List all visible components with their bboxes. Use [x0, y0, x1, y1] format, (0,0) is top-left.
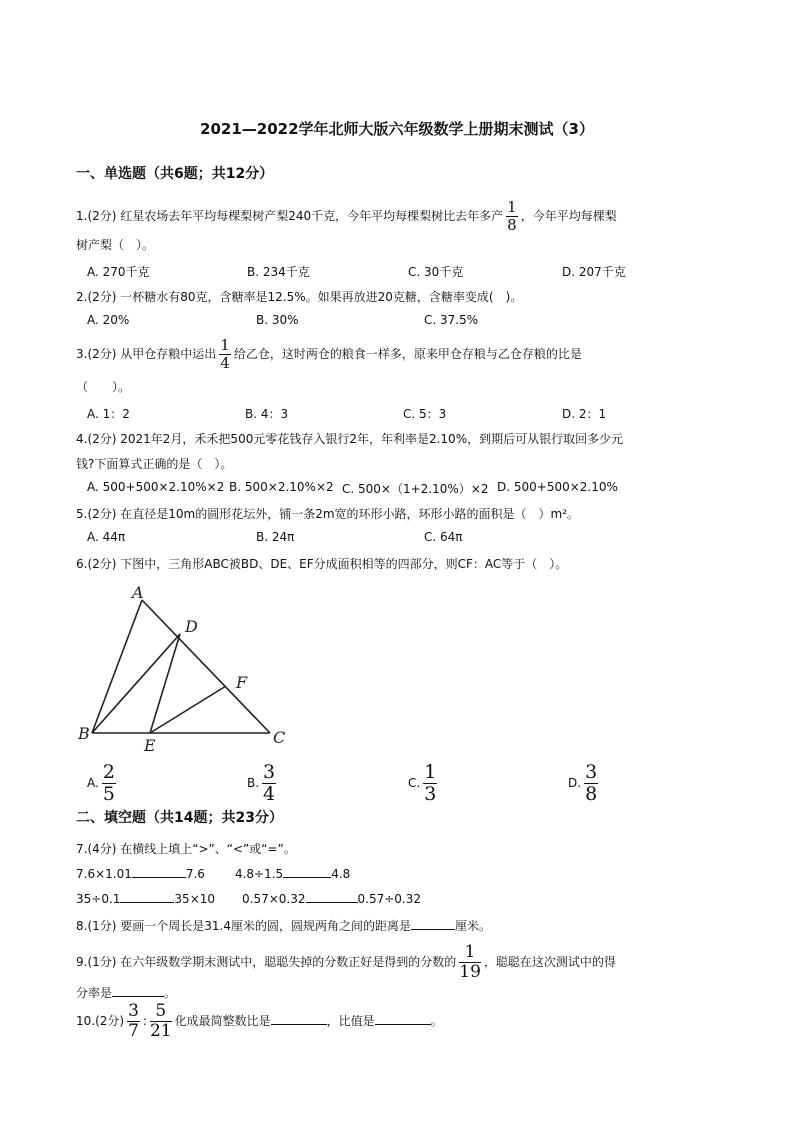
answer-blank[interactable] [271, 1013, 327, 1025]
question-9-line2: 分率是 。 [76, 986, 177, 1000]
fraction-three-sevenths: $\frac{3}{7}$ [128, 1001, 139, 1041]
q6-option-b[interactable]: B. $\frac{3}{4}$ [247, 761, 276, 805]
label-f: F [236, 673, 248, 692]
answer-blank[interactable] [120, 891, 174, 903]
question-7-row1: 7.6×1.01 7.6 4.8÷1.5 4.8 [76, 867, 351, 881]
question-2: 2.(2分) 一杯糖水有80克，含糖率是12.5%。如果再放进20克糖，含糖率变成( )。 [76, 290, 523, 304]
question-6: 6.(2分) 下图中，三角形ABC被BD、DE、EF分成面积相等的四部分，则CF：AC等于（ ）。 [76, 557, 568, 571]
q5-option-c[interactable]: C. 64π [424, 530, 463, 544]
segment-ac [142, 600, 270, 733]
q1-option-c[interactable]: C. 30千克 [408, 265, 464, 279]
fraction-one-nineteenth: $\frac{1}{19}$ [459, 942, 481, 982]
label-c: C [273, 728, 286, 747]
question-3 [76, 338, 582, 371]
question-3-text-cont: 给乙仓，这时两仓的粮食一样多，原来甲仓存粮与乙仓存粮的比是 [233, 347, 582, 361]
label-e: E [144, 736, 156, 755]
fraction-one-fourth: $\frac{1}{4}$ [220, 336, 230, 372]
q2-option-c[interactable]: C. 37.5% [424, 313, 479, 327]
fraction-one-third: $\frac{1}{3}$ [424, 761, 437, 805]
question-7: 7.(4分) 在横线上填上“>”、“<”或“=”。 [76, 842, 296, 856]
q3-option-a[interactable]: A. 1：2 [87, 407, 130, 421]
triangle-lines [92, 600, 270, 733]
question-4-line2: 钱?下面算式正确的是（ ）。 [76, 457, 233, 471]
section-heading-single-choice: 一、单选题（共6题；共12分） [76, 166, 274, 182]
question-5: 5.(2分) 在直径是10m的圆形花坛外，铺一条2m宽的环形小路，环形小路的面积是（ ）m²。 [76, 507, 580, 521]
answer-blank[interactable] [112, 985, 164, 997]
question-9: 9.(1分) 在六年级数学期末测试中，聪聪失掉的分数正好是得到的分数的 $\frac{1}{19}$ ，聪聪在这次测试中的得 [76, 942, 616, 982]
answer-blank[interactable] [306, 891, 358, 903]
section-heading-fill-blank: 二、填空题（共14题；共23分） [76, 810, 283, 826]
question-1-text-cont: ，今年平均每棵梨 [520, 209, 617, 223]
q4-option-c[interactable]: C. 500×（1+2.10%）×2 [342, 482, 489, 496]
q6-option-a[interactable]: A. $\frac{2}{5}$ [87, 761, 115, 805]
q5-option-a[interactable]: A. 44π [87, 530, 126, 544]
fraction-two-fifths: $\frac{2}{5}$ [102, 761, 115, 805]
label-a: A [132, 583, 144, 602]
page-title: 2021—2022学年北师大版六年级数学上册期末测试（3） [200, 120, 594, 138]
q1-option-b[interactable]: B. 234千克 [247, 265, 310, 279]
triangle-figure [78, 583, 294, 755]
fraction-five-twentyfirsts: $\frac{5}{21}$ [149, 1001, 172, 1041]
q4-option-a[interactable]: A. 500+500×2.10%×2 [87, 480, 225, 494]
label-b: B [78, 724, 90, 743]
q6-option-d[interactable]: D. $\frac{3}{8}$ [568, 761, 598, 805]
q4-option-d[interactable]: D. 500+500×2.10% [497, 480, 618, 494]
question-4: 4.(2分) 2021年2月，禾禾把500元零花钱存入银行2年，年利率是2.10%，到期后可从银行取回多少元 [76, 432, 624, 446]
question-1-line2: 树产梨（ ）。 [76, 238, 155, 252]
q4-option-b[interactable]: B. 500×2.10%×2 [229, 480, 334, 494]
segment-bd [92, 634, 180, 733]
answer-blank[interactable] [375, 1013, 431, 1025]
fraction-three-fourths: $\frac{3}{4}$ [263, 761, 276, 805]
q1-option-d[interactable]: D. 207千克 [562, 265, 626, 279]
question-1 [76, 200, 617, 233]
q3-option-b[interactable]: B. 4：3 [245, 407, 289, 421]
answer-blank[interactable] [411, 918, 455, 930]
question-8: 8.(1分) 要画一个周长是31.4厘米的圆，圆规两角之间的距离是 厘米。 [76, 919, 491, 933]
q1-option-a[interactable]: A. 270千克 [87, 265, 150, 279]
q6-option-c[interactable]: C. $\frac{1}{3}$ [408, 761, 437, 805]
q3-option-c[interactable]: C. 5：3 [403, 407, 447, 421]
question-10: 10.(2分) $\frac{3}{7}$ : $\frac{5}{21}$ 化成最简整数比是 ，比值是 。 [76, 1001, 443, 1041]
question-1-text: 1.(2分) 红星农场去年平均每棵梨树产梨240千克，今年平均每棵梨树比去年多产 [76, 209, 504, 223]
question-3-text: 3.(2分) 从甲仓存粮中运出 [76, 347, 217, 361]
segment-ab [92, 600, 142, 733]
q3-option-d[interactable]: D. 2：1 [562, 407, 607, 421]
question-3-line2: （ ）。 [76, 380, 131, 394]
q2-option-a[interactable]: A. 20% [87, 313, 130, 327]
question-7-row2: 35÷0.1 35×10 0.57×0.32 0.57÷0.32 [76, 892, 422, 906]
answer-blank[interactable] [283, 866, 331, 878]
answer-blank[interactable] [132, 866, 186, 878]
label-d: D [185, 617, 198, 636]
fraction-three-eighths: $\frac{3}{8}$ [585, 761, 598, 805]
q5-option-b[interactable]: B. 24π [256, 530, 295, 544]
q2-option-b[interactable]: B. 30% [256, 313, 299, 327]
fraction-one-eighth: $\frac{1}{8}$ [507, 198, 517, 234]
